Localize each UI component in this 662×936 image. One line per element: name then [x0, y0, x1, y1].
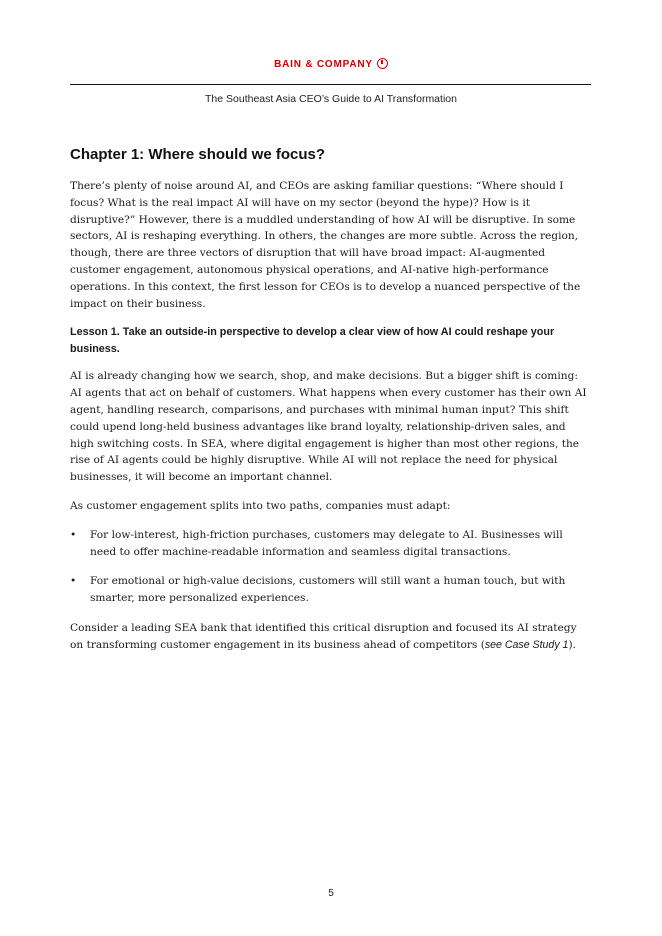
- main-content: [70, 146, 590, 666]
- chapter-title: Chapter 1: Where should we focus?: [70, 146, 326, 163]
- case-study-paragraph: [70, 620, 590, 654]
- header-divider: [70, 84, 591, 85]
- document-subtitle: The Southeast Asia CEO’s Guide to AI Transformation: [205, 93, 457, 105]
- brand-name: BAIN & COMPANY: [274, 59, 373, 70]
- brand-logo: [0, 58, 662, 70]
- bain-circle-logo-icon: [377, 58, 388, 69]
- bullet-text: For emotional or high-value decisions, customers will still want a human touch, but with smarter, more personalized experiences.: [90, 575, 566, 605]
- engagement-paragraph: As customer engagement splits into two paths, companies must adapt:: [70, 499, 451, 512]
- list-item: [70, 527, 590, 561]
- ai-agents-paragraph: AI is already changing how we search, shop, and make decisions. But a bigger shift is coming: AI agents that act on behalf of customers. What happens when every customer has their own AI agent, handling research, comparisons, and purchases with minimal human input? This shift could upend long-held business advantages like brand loyalty, relationship-driven sales, and high switching costs. In SEA, where digital engagement is higher than most other regions, the rise of AI agents could be highly disruptive. While AI will not replace the need for physical businesses, it will become an important channel.: [70, 370, 587, 484]
- case-study-text-end: ).: [568, 638, 576, 651]
- case-study-reference: see Case Study 1: [484, 638, 569, 651]
- lesson-heading: Lesson 1. Take an outside-in perspective to develop a clear view of how AI could reshape your business.: [70, 326, 555, 356]
- case-study-text: Consider a leading SEA bank that identified this critical disruption and focused its AI strategy on transforming customer engagement in its business ahead of competitors (: [70, 621, 577, 651]
- page-number: 5: [328, 888, 334, 899]
- bullet-icon: •: [70, 528, 77, 541]
- bullet-list: [70, 527, 590, 607]
- intro-paragraph: There’s plenty of noise around AI, and CEOs are asking familiar questions: “Where should I focus? What is the real impact AI will have on my sector (beyond the hype)? How is it disruptive?” However, there is a muddled understanding of how AI will be disruptive. In some sectors, AI is reshaping everything. In others, the changes are more subtle. Across the region, though, there are three vectors of disruption that will have broad impact: AI-augmented customer engagement, autonomous physical operations, and AI-native high-performance operations. In this context, the first lesson for CEOs is to develop a nuanced perspective of the impact on their business.: [70, 180, 581, 310]
- bullet-text: For low-interest, high-friction purchases, customers may delegate to AI. Businesses will need to offer machine-readable information and seamless digital transactions.: [90, 528, 563, 558]
- list-item: [70, 573, 590, 607]
- bullet-icon: •: [70, 575, 77, 588]
